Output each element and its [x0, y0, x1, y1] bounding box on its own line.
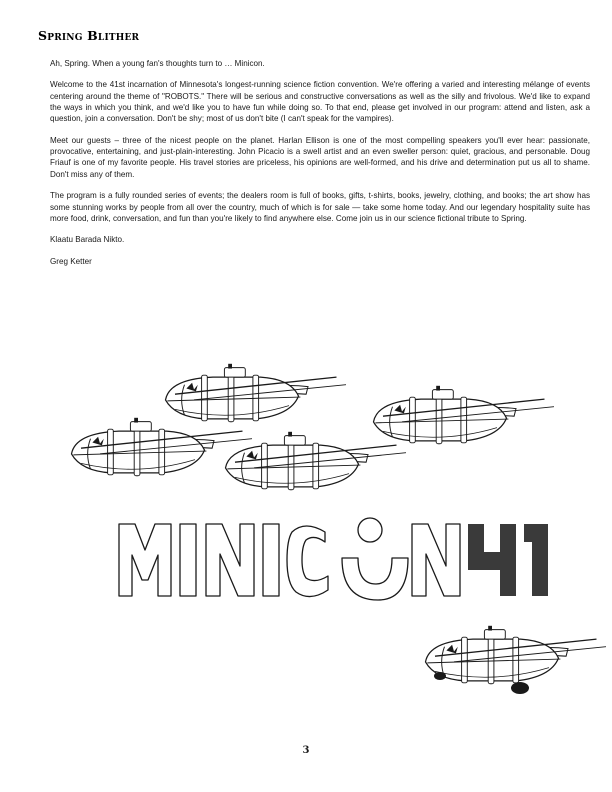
paragraph-guests: Meet our guests – three of the nicest people on the planet. Harlan Ellison is one of the most compelling speakers you'll ever hear: passionate, provocative, entertaining, and just-plain-interesting. John Picacio is a swell artist and an even sweller person: quiet, gracious, and personable. Doug Friauf is one of my favorite people. His travel stories are priceless, his opinions are well-formed, and his drive and determination put us all to shame. Don't miss any of them. [50, 135, 590, 179]
article-body [50, 58, 590, 277]
paragraph-closing: Klaatu Barada Nikto. [50, 235, 125, 245]
minicon-wordmark [119, 518, 460, 600]
article-title: Spring Blither [38, 28, 140, 43]
robot-ship-4 [374, 386, 555, 444]
page-number: 3 [302, 745, 310, 756]
signature: Greg Ketter [50, 256, 92, 266]
paragraph-program: The program is a fully rounded series of events; the dealers room is full of books, gifts, t-shirts, books, jewelry, clothing, and books; the art show has some stunning works by people from all over the country, much of which is for sale — take some home today. And our legendary hospitality suite has more food, drink, conversation, and fun than you're likely to find anywhere else. Come join us in our science fictional tribute to Spring. [50, 191, 590, 223]
robot-ship-3 [226, 432, 407, 490]
robot-ship-1 [166, 364, 347, 422]
paragraph-welcome: Welcome to the 41st incarnation of Minnesota's longest-running science fiction convention. We're offering a varied and interesting mélange of events centering around the theme of "ROBOTS." There will be serious and constructive conversations as well as the silly and frivolous. We'd like to expand the ways in which you think, and we'd like you to have fun while doing so. To that end, please get involved in our program: attend and listen, ask a question, join a conversation. Don't be shy; most of us don't bite (I can't speak for the vampires). [50, 80, 590, 124]
paragraph-intro: Ah, Spring. When a young fan's thoughts turn to … Minicon. [50, 59, 265, 68]
robot-ship-5 [426, 626, 607, 684]
number-41 [468, 524, 548, 596]
robot-ship-2 [72, 418, 253, 476]
